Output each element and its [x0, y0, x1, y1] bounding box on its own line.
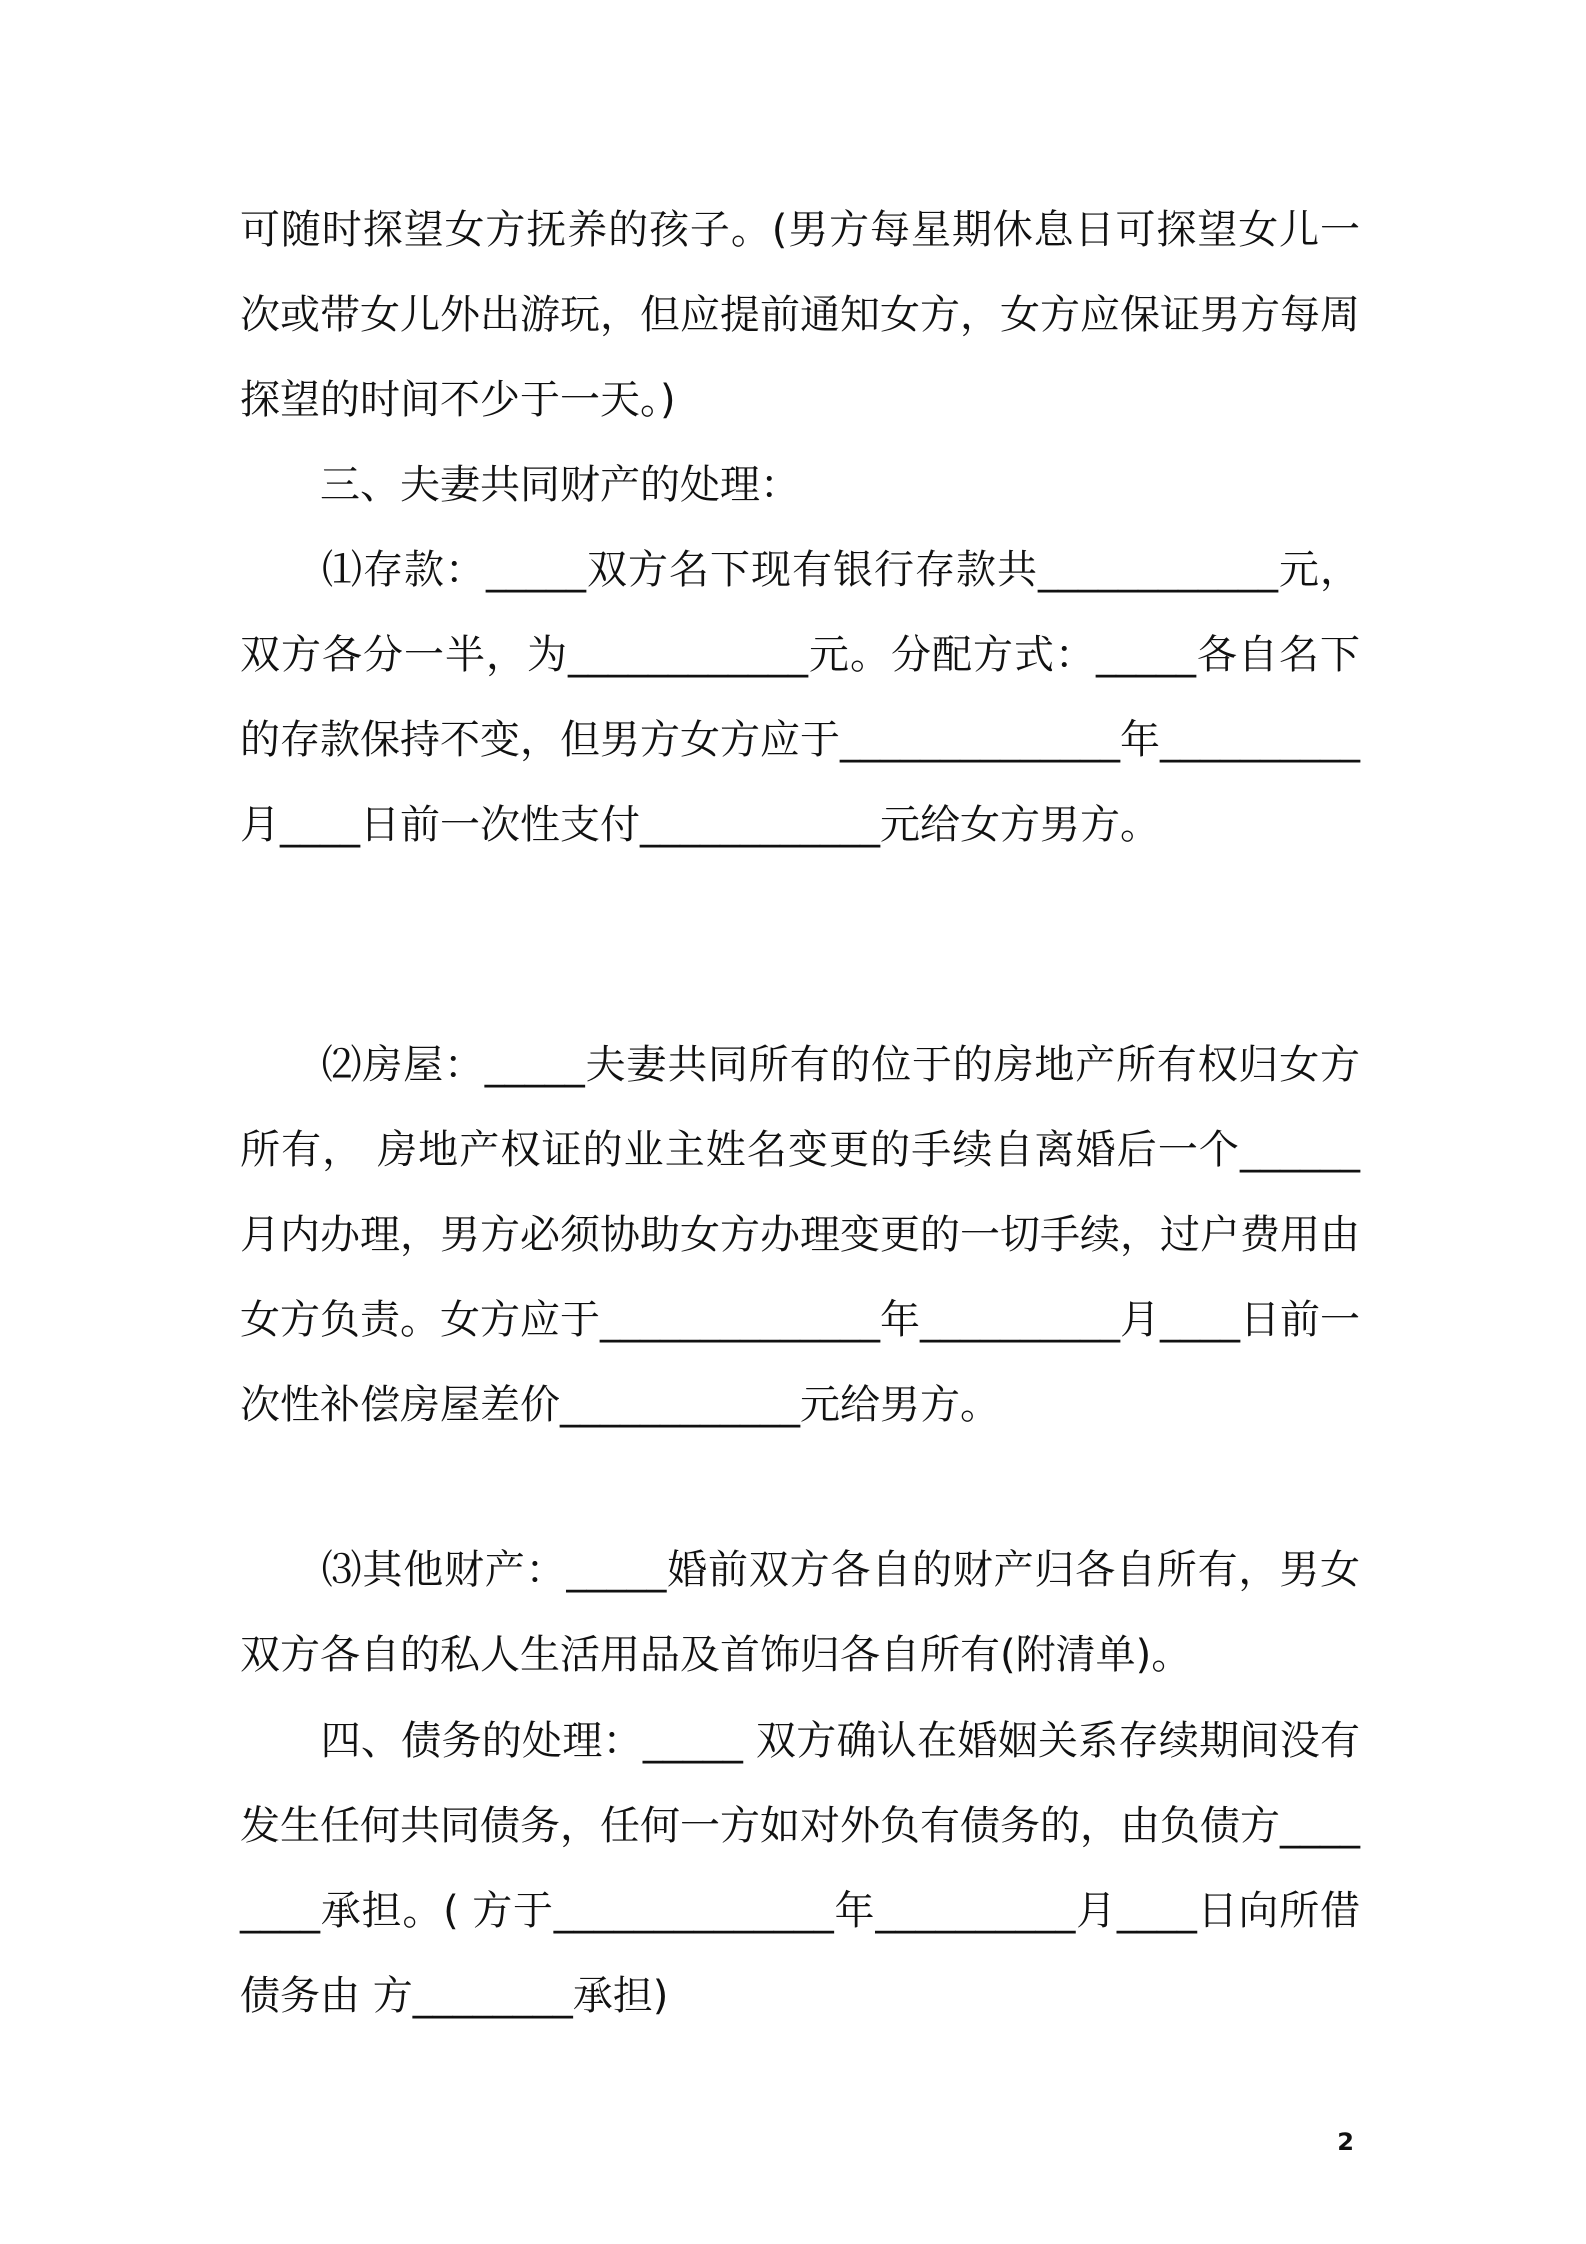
paragraph-housing: ⑵房屋：_____夫妻共同所有的位于的房地产所有权归女方所有， 房地产权证的业主姓名变更的手续自离婚后一个______月内办理，男方必须协助女方办理变更的一切手续，过户费用由女方负责。女方应于______________年__________月____日前一次性补偿房屋差价____________元给男方。 [240, 1042, 1360, 1428]
paragraph-other-property: ⑶其他财产：_____婚前双方各自的财产归各自所有，男女双方各自的私人生活用品及首饰归各自所有(附清单)。 [240, 1547, 1360, 1678]
heading-joint-property: 三、夫妻共同财产的处理： [240, 462, 800, 508]
paragraph-savings: ⑴存款：_____双方名下现有银行存款共____________元，双方各分一半，为____________元。分配方式：_____各自名下的存款保持不变，但男方女方应于______________年__________月____日前一次性支付____________元给女方男方。 [240, 547, 1360, 848]
page-number: 2 [1337, 2128, 1354, 2156]
paragraph-visitation: 可随时探望女方抚养的孩子。(男方每星期休息日可探望女儿一次或带女儿外出游玩，但应提前通知女方，女方应保证男方每周探望的时间不少于一天。) [240, 207, 1360, 423]
paragraph-debts: 四、债务的处理：_____ 双方确认在婚姻关系存续期间没有发生任何共同债务，任何一方如对外负有债务的，由负债方________承担。( 方于______________年__________月____日向所借债务由 方________承担) [240, 1718, 1360, 2019]
